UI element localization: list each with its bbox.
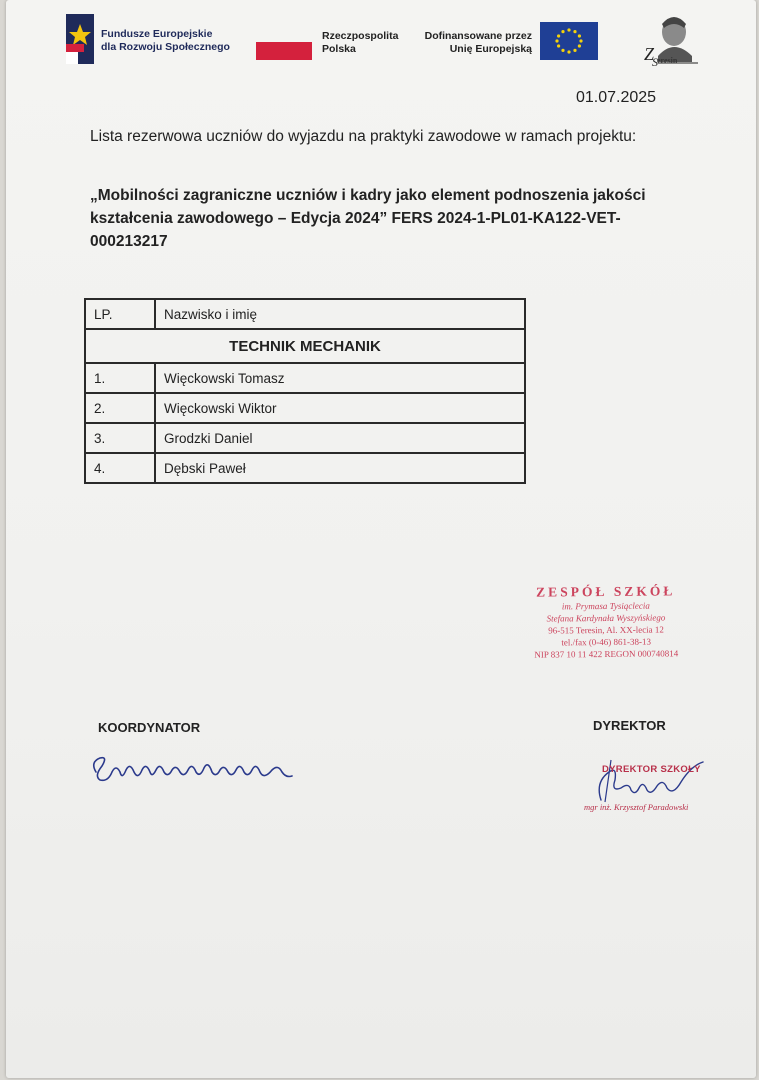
stamp-line-6: NIP 837 10 11 422 REGON 000740814 bbox=[534, 648, 679, 660]
section-title: TECHNIK MECHANIK bbox=[85, 329, 525, 363]
document-intro: Lista rezerwowa uczniów do wyjazdu na praktyki zawodowe w ramach projektu: bbox=[90, 128, 637, 145]
table-row bbox=[85, 363, 525, 393]
rp-line-1: Rzeczpospolita bbox=[322, 30, 399, 42]
eu-cofinanced-label bbox=[422, 30, 532, 56]
table-header-row bbox=[85, 299, 525, 329]
coordinator-label: KOORDYNATOR bbox=[98, 720, 201, 735]
student-name: Grodzki Daniel bbox=[155, 423, 525, 453]
stamp-line-5: tel./fax (0-46) 861-38-13 bbox=[561, 636, 652, 648]
rp-line-2: Polska bbox=[322, 43, 356, 55]
ue-line-1: Dofinansowane przez bbox=[424, 30, 532, 42]
document-page bbox=[6, 0, 756, 1078]
funding-logos-bar bbox=[6, 0, 756, 80]
document-date: 01.07.2025 bbox=[576, 89, 657, 106]
student-name: Więckowski Tomasz bbox=[155, 363, 525, 393]
row-number: 4. bbox=[85, 453, 155, 483]
svg-text:Z: Z bbox=[644, 44, 655, 64]
eu-flag-icon bbox=[540, 22, 598, 60]
svg-text:S: S bbox=[652, 55, 658, 69]
stamp-line-4: 96-515 Teresin, Al. XX-lecia 12 bbox=[548, 624, 664, 636]
stamp-line-2: im. Prymasa Tysiąclecia bbox=[561, 600, 650, 612]
stamp-line-3: Stefana Kardynała Wyszyńskiego bbox=[546, 612, 666, 624]
column-header-name: Nazwisko i imię bbox=[155, 299, 525, 329]
row-number: 3. bbox=[85, 423, 155, 453]
fe-line-1: Fundusze Europejskie bbox=[101, 28, 213, 40]
director-label: DYREKTOR bbox=[593, 718, 666, 733]
project-title: „Mobilności zagraniczne uczniów i kadry jako element podnoszenia jakości kształcenia zawodowego – Edycja 2024” FERS 2024-1-PL01-KA122-VET-000213217 bbox=[90, 187, 646, 250]
table-row bbox=[85, 423, 525, 453]
european-funds-label bbox=[101, 28, 230, 54]
student-name: Więckowski Wiktor bbox=[155, 393, 525, 423]
stamp-line-1: ZESPÓŁ SZKÓŁ bbox=[536, 583, 676, 600]
director-stamp-name: mgr inż. Krzysztof Paradowski bbox=[584, 802, 689, 812]
column-header-lp: LP. bbox=[85, 299, 155, 329]
row-number: 2. bbox=[85, 393, 155, 423]
ue-line-2: Unię Europejską bbox=[449, 43, 532, 55]
coordinator-signature-icon bbox=[86, 742, 306, 792]
reserve-list-table bbox=[84, 298, 526, 484]
rp-label bbox=[322, 30, 398, 56]
fe-line-2: dla Rozwoju Społecznego bbox=[101, 41, 230, 53]
european-funds-logo-icon bbox=[66, 14, 94, 64]
row-number: 1. bbox=[85, 363, 155, 393]
table-row bbox=[85, 393, 525, 423]
school-stamp bbox=[516, 583, 697, 661]
polish-flag-icon bbox=[256, 42, 312, 60]
director-stamp-title: DYREKTOR SZKOŁY bbox=[602, 764, 701, 775]
student-name: Dębski Paweł bbox=[155, 453, 525, 483]
table-section-row bbox=[85, 329, 525, 363]
table-row bbox=[85, 453, 525, 483]
school-logo-text: eresin bbox=[657, 56, 678, 65]
